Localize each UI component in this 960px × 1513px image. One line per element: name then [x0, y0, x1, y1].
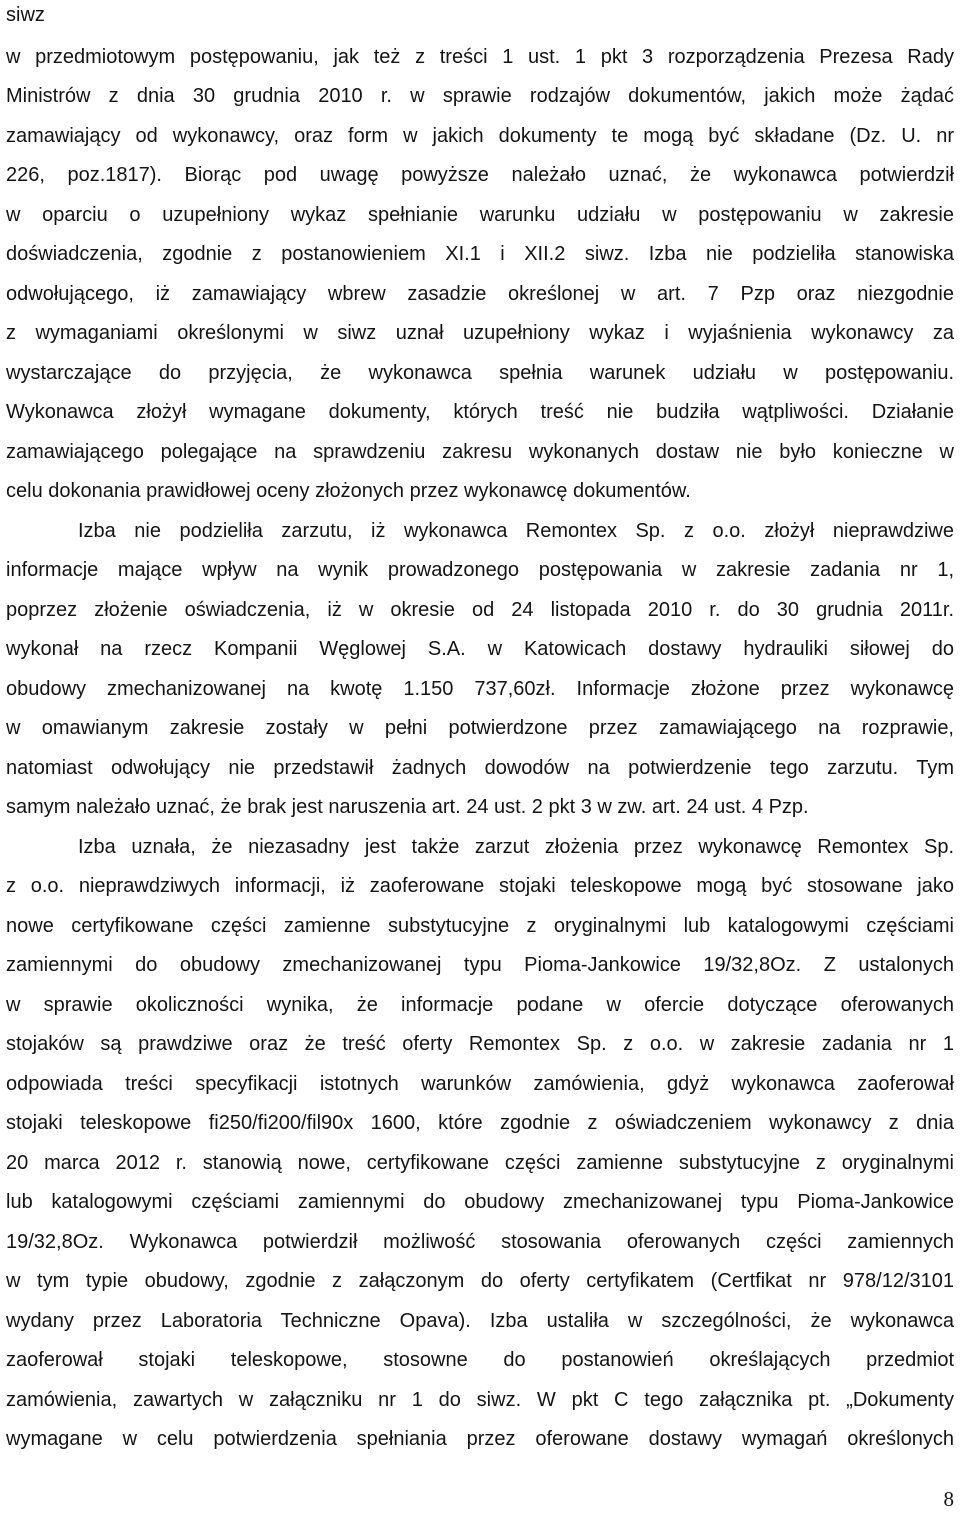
paragraph-first-line: Izba nie podzieliła zarzutu, iż wykonawca Remontex Sp. z o.o. złożył nieprawdziwe: [78, 520, 954, 542]
text-line: wykonał na rzecz Kompanii Węglowej S.A. w Katowicach dostawy hydrauliki siłowej do: [6, 638, 954, 660]
text-line: nowe certyfikowane części zamienne substytucyjne z oryginalnymi lub katalogowymi częściami: [6, 915, 954, 937]
text-line: celu dokonania prawidłowej oceny złożonych przez wykonawcę dokumentów.: [6, 480, 691, 502]
text-line: stojaki teleskopowe fi250/fi200/fil90x 1600, które zgodnie z oświadczeniem wykonawcy z dnia: [6, 1112, 954, 1134]
text-line: odpowiada treści specyfikacji istotnych warunków zamówienia, gdyż wykonawca zaoferował: [6, 1073, 954, 1095]
text-line: 20 marca 2012 r. stanowią nowe, certyfikowane części zamienne substytucyjne z oryginalnymi: [6, 1152, 954, 1174]
text-line: w sprawie okoliczności wynika, że informacje podane w ofercie dotyczące oferowanych: [6, 994, 954, 1016]
text-line: doświadczenia, zgodnie z postanowieniem XI.1 i XII.2 siwz. Izba nie podzieliła stanowiska: [6, 243, 954, 265]
text-line: z o.o. nieprawdziwych informacji, iż zaoferowane stojaki teleskopowe mogą być stosowane jako: [6, 875, 954, 897]
text-line: wymagane w celu potwierdzenia spełniania przez oferowane dostawy wymagań określonych: [6, 1428, 954, 1450]
text-line: 19/32,8Oz. Wykonawca potwierdził możliwość stosowania oferowanych części zamiennych: [6, 1231, 954, 1253]
text-line: 226, poz.1817). Biorąc pod uwagę powyższe należało uznać, że wykonawca potwierdził: [6, 164, 954, 186]
text-line: Ministrów z dnia 30 grudnia 2010 r. w sprawie rodzajów dokumentów, jakich może żądać: [6, 85, 954, 107]
text-line: obudowy zmechanizowanej na kwotę 1.150 737,60zł. Informacje złożone przez wykonawcę: [6, 678, 954, 700]
text-line: zamawiający od wykonawcy, oraz form w jakich dokumenty te mogą być składane (Dz. U. nr: [6, 125, 954, 147]
text-line: zamiennymi do obudowy zmechanizowanej typu Pioma-Jankowice 19/32,8Oz. Z ustalonych: [6, 954, 954, 976]
text-line: informacje mające wpływ na wynik prowadzonego postępowania w zakresie zadania nr 1,: [6, 559, 954, 581]
text-line: siwz: [6, 4, 45, 26]
text-line: w tym typie obudowy, zgodnie z załączonym do oferty certyfikatem (Certfikat nr 978/12/3101: [6, 1270, 954, 1292]
text-line: z wymaganiami określonymi w siwz uznał uzupełniony wykaz i wyjaśnienia wykonawcy za: [6, 322, 954, 344]
text-line: stojaków są prawdziwe oraz że treść oferty Remontex Sp. z o.o. w zakresie zadania nr 1: [6, 1033, 954, 1055]
text-line: samym należało uznać, że brak jest naruszenia art. 24 ust. 2 pkt 3 w zw. art. 24 ust. 4 Pzp.: [6, 796, 809, 818]
text-line: w przedmiotowym postępowaniu, jak też z treści 1 ust. 1 pkt 3 rozporządzenia Prezesa Rady: [6, 46, 954, 68]
text-line: w omawianym zakresie zostały w pełni potwierdzone przez zamawiającego na rozprawie,: [6, 717, 954, 739]
text-line: odwołującego, iż zamawiający wbrew zasadzie określonej w art. 7 Pzp oraz niezgodnie: [6, 283, 954, 305]
page-number: 8: [943, 1487, 954, 1511]
text-line: Wykonawca złożył wymagane dokumenty, których treść nie budziła wątpliwości. Działanie: [6, 401, 954, 423]
text-line: lub katalogowymi częściami zamiennymi do obudowy zmechanizowanej typu Pioma-Jankowice: [6, 1191, 954, 1213]
text-line: zamawiającego polegające na sprawdzeniu zakresu wykonanych dostaw nie było konieczne w: [6, 441, 954, 463]
text-line: natomiast odwołujący nie przedstawił żadnych dowodów na potwierdzenie tego zarzutu. Tym: [6, 757, 954, 779]
text-line: zamówienia, zawartych w załączniku nr 1 do siwz. W pkt C tego załącznika pt. „Dokumenty: [6, 1389, 954, 1411]
text-line: wydany przez Laboratoria Techniczne Opava). Izba ustaliła w szczególności, że wykonawca: [6, 1310, 954, 1332]
text-line: poprzez złożenie oświadczenia, iż w okresie od 24 listopada 2010 r. do 30 grudnia 2011r.: [6, 599, 954, 621]
paragraph-first-line: Izba uznała, że niezasadny jest także zarzut złożenia przez wykonawcę Remontex Sp.: [78, 836, 954, 858]
text-line: zaoferował stojaki teleskopowe, stosowne do postanowień określających przedmiot: [6, 1349, 954, 1371]
text-line: wystarczające do przyjęcia, że wykonawca spełnia warunek udziału w postępowaniu.: [6, 362, 954, 384]
text-line: w oparciu o uzupełniony wykaz spełnianie warunku udziału w postępowaniu w zakresie: [6, 204, 954, 226]
